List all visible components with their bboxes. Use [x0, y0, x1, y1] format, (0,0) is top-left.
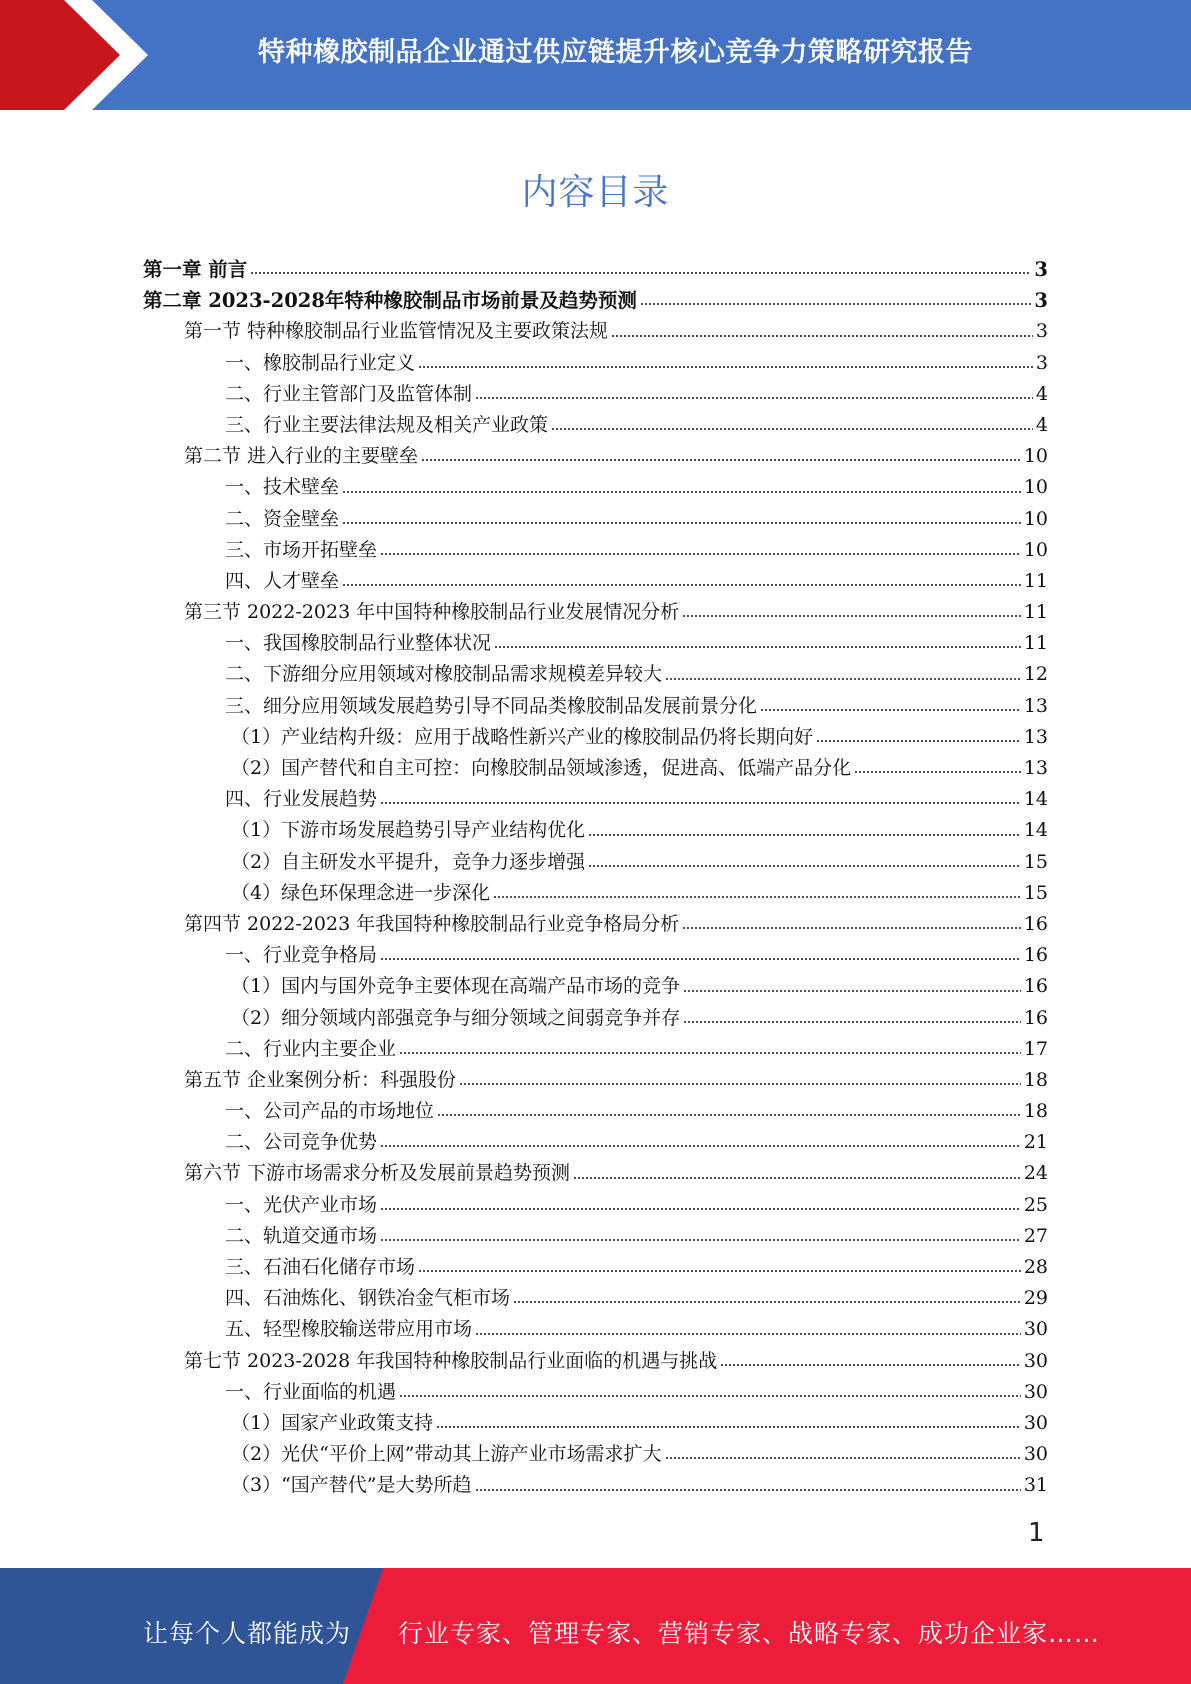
toc-entry-page: 3 — [1035, 351, 1048, 374]
toc-entry-label: 一、我国橡胶制品行业整体状况 — [225, 632, 492, 655]
toc-entry-page: 29 — [1023, 1287, 1048, 1310]
toc-entry-page: 3 — [1034, 258, 1048, 281]
toc-dot-leader — [816, 737, 1021, 745]
toc-entry-page: 27 — [1023, 1224, 1048, 1247]
toc-entry-label: （4）绿色环保理念进一步深化 — [231, 881, 491, 904]
toc-entry[interactable] — [143, 1346, 1048, 1377]
toc-entry[interactable] — [143, 566, 1048, 597]
toc-entry-label: （1）下游市场发展趋势引导产业结构优化 — [231, 819, 586, 842]
toc-dot-leader — [588, 862, 1021, 870]
toc-entry-page: 12 — [1023, 663, 1048, 686]
toc-entry[interactable] — [143, 753, 1048, 784]
toc-entry-label: 二、行业主管部门及监管体制 — [225, 382, 473, 405]
toc-entry[interactable] — [143, 1127, 1048, 1158]
toc-entry-page: 17 — [1023, 1037, 1048, 1060]
toc-entry[interactable] — [143, 1439, 1048, 1470]
toc-entry-label: 第七节 2023-2028 年我国特种橡胶制品行业面临的机遇与挑战 — [184, 1349, 718, 1372]
toc-entry-label: （3）“国产替代”是大势所趋 — [231, 1474, 472, 1497]
toc-dot-leader — [588, 831, 1021, 839]
toc-entry-label: （1）产业结构升级：应用于战略性新兴产业的橡胶制品仍将长期向好 — [231, 725, 814, 748]
toc-entry-label: 二、轨道交通市场 — [225, 1224, 378, 1247]
toc-entry-label: 四、石油炼化、钢铁冶金气柜市场 — [225, 1287, 511, 1310]
toc-entry[interactable] — [143, 597, 1048, 628]
toc-dot-leader — [611, 332, 1033, 340]
toc-entry[interactable] — [143, 940, 1048, 971]
toc-dot-leader — [342, 519, 1021, 527]
toc-dot-leader — [494, 643, 1021, 651]
toc-dot-leader — [436, 1423, 1021, 1431]
toc-dot-leader — [683, 987, 1021, 995]
toc-entry[interactable] — [143, 628, 1048, 659]
toc-entry-label: 五、轻型橡胶输送带应用市场 — [225, 1318, 473, 1341]
toc-entry[interactable] — [143, 1221, 1048, 1252]
toc-entry-page: 10 — [1023, 476, 1048, 499]
toc-entry-page: 24 — [1023, 1162, 1048, 1185]
toc-entry-page: 16 — [1023, 912, 1048, 935]
toc-entry-page: 28 — [1023, 1256, 1048, 1278]
toc-entry-page: 14 — [1023, 788, 1048, 811]
toc-dot-leader — [640, 300, 1031, 308]
toc-entry[interactable] — [143, 1096, 1048, 1127]
toc-entry-label: 二、资金壁垒 — [225, 507, 340, 530]
toc-entry[interactable] — [143, 909, 1048, 940]
toc-entry[interactable] — [143, 784, 1048, 815]
toc-entry[interactable] — [143, 348, 1048, 379]
toc-dot-leader — [380, 1142, 1021, 1150]
toc-dot-leader — [682, 612, 1021, 620]
toc-entry-page: 11 — [1023, 601, 1048, 624]
toc-dot-leader — [475, 394, 1033, 402]
toc-entry-page: 21 — [1023, 1131, 1048, 1154]
toc-entry-label: 四、人才壁垒 — [225, 569, 340, 592]
toc-entry-label: 第二章 2023-2028年特种橡胶制品市场前景及趋势预测 — [143, 289, 637, 313]
toc-entry-label: 第六节 下游市场需求分析及发展前景趋势预测 — [184, 1162, 571, 1185]
toc-entry-page: 10 — [1023, 538, 1048, 561]
toc-entry-label: 四、行业发展趋势 — [225, 788, 378, 811]
toc-entry-page: 10 — [1023, 507, 1048, 530]
toc-entry[interactable] — [143, 1283, 1048, 1314]
toc-heading: 内容目录 — [521, 172, 670, 213]
toc-entry[interactable] — [143, 878, 1048, 909]
toc-dot-leader — [437, 1111, 1021, 1119]
toc-entry-page: 10 — [1023, 445, 1048, 468]
toc-entry-page: 30 — [1023, 1349, 1048, 1372]
toc-entry[interactable] — [143, 1252, 1048, 1283]
toc-entry-label: （2）细分领域内部强竞争与细分领域之间弱竞争并存 — [231, 1006, 681, 1029]
table-of-contents — [143, 254, 1048, 1502]
toc-entry-label: 一、公司产品的市场地位 — [225, 1100, 435, 1123]
toc-entry[interactable] — [143, 1034, 1048, 1065]
toc-dot-leader — [475, 1330, 1021, 1338]
toc-entry[interactable] — [143, 1377, 1048, 1408]
toc-entry-label: 第一节 特种橡胶制品行业监管情况及主要政策法规 — [184, 320, 609, 343]
toc-entry-page: 11 — [1023, 632, 1048, 655]
toc-entry-label: 二、下游细分应用领域对橡胶制品需求规模差异较大 — [225, 663, 663, 686]
toc-dot-leader — [380, 1205, 1021, 1213]
toc-entry[interactable] — [143, 472, 1048, 503]
toc-dot-leader — [475, 1486, 1021, 1494]
toc-entry-label: 第一章 前言 — [143, 258, 248, 281]
toc-entry-label: 二、行业内主要企业 — [225, 1037, 397, 1060]
toc-entry[interactable] — [143, 691, 1048, 722]
toc-entry[interactable] — [143, 1408, 1048, 1439]
toc-entry-label: 三、行业主要法律法规及相关产业政策 — [225, 413, 549, 436]
toc-entry-page: 4 — [1035, 413, 1048, 436]
toc-dot-leader — [421, 456, 1021, 464]
toc-entry[interactable] — [143, 285, 1048, 316]
toc-entry[interactable] — [143, 535, 1048, 566]
toc-entry-page: 31 — [1023, 1474, 1048, 1497]
toc-dot-leader — [380, 1236, 1021, 1244]
toc-dot-leader — [342, 581, 1021, 589]
toc-entry-page: 13 — [1023, 694, 1048, 717]
toc-entry-page: 4 — [1035, 382, 1048, 405]
toc-dot-leader — [854, 768, 1021, 776]
toc-dot-leader — [250, 269, 1031, 277]
toc-entry[interactable] — [143, 847, 1048, 878]
toc-entry-page: 3 — [1034, 289, 1048, 313]
toc-dot-leader — [493, 893, 1021, 901]
footer-slogan-right: 行业专家、管理专家、营销专家、战略专家、成功企业家…… — [398, 1619, 1101, 1648]
toc-dot-leader — [418, 363, 1033, 371]
toc-entry-label: 一、行业面临的机遇 — [225, 1380, 397, 1403]
toc-entry[interactable] — [143, 1470, 1048, 1501]
page-number: 1 — [1028, 1518, 1045, 1548]
toc-entry-label: 一、橡胶制品行业定义 — [225, 351, 416, 374]
toc-entry-label: 第五节 企业案例分析：科强股份 — [184, 1068, 457, 1091]
toc-entry-page: 13 — [1023, 757, 1048, 779]
toc-entry-page: 30 — [1023, 1443, 1048, 1466]
toc-entry-page: 30 — [1023, 1318, 1048, 1341]
report-title: 特种橡胶制品企业通过供应链提升核心竞争力策略研究报告 — [258, 37, 973, 68]
toc-entry[interactable] — [143, 410, 1048, 441]
footer-slogan-left: 让每个人都能成为 — [143, 1619, 352, 1648]
toc-entry-page: 15 — [1023, 850, 1048, 873]
toc-entry-label: （2）自主研发水平提升，竞争力逐步增强 — [231, 850, 586, 873]
toc-dot-leader — [513, 1298, 1021, 1306]
toc-entry[interactable] — [143, 722, 1048, 753]
toc-dot-leader — [720, 1361, 1021, 1369]
toc-entry[interactable] — [143, 1065, 1048, 1096]
toc-entry-label: （1）国家产业政策支持 — [231, 1411, 434, 1434]
toc-dot-leader — [573, 1174, 1021, 1182]
toc-entry-page: 16 — [1023, 1006, 1048, 1029]
toc-entry-label: 三、石油石化储存市场 — [225, 1256, 416, 1278]
toc-entry-label: 一、技术壁垒 — [225, 476, 340, 499]
toc-dot-leader — [380, 550, 1021, 558]
toc-entry-page: 25 — [1023, 1193, 1048, 1216]
toc-entry-label: 第四节 2022-2023 年我国特种橡胶制品行业竞争格局分析 — [184, 912, 680, 935]
toc-entry[interactable] — [143, 1190, 1048, 1221]
toc-entry-page: 18 — [1023, 1100, 1048, 1123]
toc-entry-page: 30 — [1023, 1411, 1048, 1434]
toc-entry[interactable] — [143, 441, 1048, 472]
header-band — [0, 0, 1191, 110]
toc-entry-label: 一、光伏产业市场 — [225, 1193, 378, 1216]
toc-dot-leader — [665, 675, 1021, 683]
toc-entry-page: 15 — [1023, 881, 1048, 904]
toc-dot-leader — [682, 924, 1021, 932]
toc-entry-page: 16 — [1023, 944, 1048, 967]
toc-entry[interactable] — [143, 254, 1048, 285]
footer-band — [0, 1568, 1191, 1684]
toc-entry-page: 11 — [1023, 569, 1048, 592]
toc-entry[interactable] — [143, 1003, 1048, 1034]
toc-dot-leader — [380, 799, 1021, 807]
toc-dot-leader — [399, 1049, 1021, 1057]
toc-entry-page: 30 — [1023, 1380, 1048, 1403]
toc-entry-page: 18 — [1023, 1068, 1048, 1091]
header-arrow-graphic — [0, 0, 160, 110]
toc-entry-page: 3 — [1035, 320, 1048, 343]
toc-entry[interactable] — [143, 659, 1048, 690]
toc-entry[interactable] — [143, 316, 1048, 347]
toc-entry-label: 一、行业竞争格局 — [225, 944, 378, 967]
toc-entry[interactable] — [143, 1314, 1048, 1345]
toc-dot-leader — [665, 1454, 1021, 1462]
toc-entry-label: 三、细分应用领域发展趋势引导不同品类橡胶制品发展前景分化 — [225, 694, 758, 717]
toc-entry-label: 第二节 进入行业的主要壁垒 — [184, 445, 419, 468]
toc-entry[interactable] — [143, 379, 1048, 410]
toc-entry-label: 三、市场开拓壁垒 — [225, 538, 378, 561]
toc-entry-label: 第三节 2022-2023 年中国特种橡胶制品行业发展情况分析 — [184, 601, 680, 624]
toc-entry-label: （1）国内与国外竞争主要体现在高端产品市场的竞争 — [231, 975, 681, 998]
toc-dot-leader — [683, 1018, 1021, 1026]
toc-entry-page: 13 — [1023, 725, 1048, 748]
toc-dot-leader — [459, 1080, 1021, 1088]
toc-entry-label: （2）国产替代和自主可控：向橡胶制品领域渗透，促进高、低端产品分化 — [231, 757, 852, 779]
toc-entry[interactable] — [143, 1158, 1048, 1189]
toc-dot-leader — [380, 955, 1021, 963]
toc-entry-page: 14 — [1023, 819, 1048, 842]
toc-dot-leader — [760, 706, 1021, 714]
toc-entry-page: 16 — [1023, 975, 1048, 998]
toc-dot-leader — [418, 1267, 1021, 1275]
toc-entry[interactable] — [143, 504, 1048, 535]
toc-dot-leader — [399, 1392, 1021, 1400]
toc-entry-label: （2）光伏“平价上网”带动其上游产业市场需求扩大 — [231, 1443, 662, 1466]
toc-entry[interactable] — [143, 971, 1048, 1002]
toc-entry-label: 二、公司竞争优势 — [225, 1131, 378, 1154]
toc-dot-leader — [342, 488, 1021, 496]
toc-entry[interactable] — [143, 815, 1048, 846]
toc-dot-leader — [551, 425, 1033, 433]
